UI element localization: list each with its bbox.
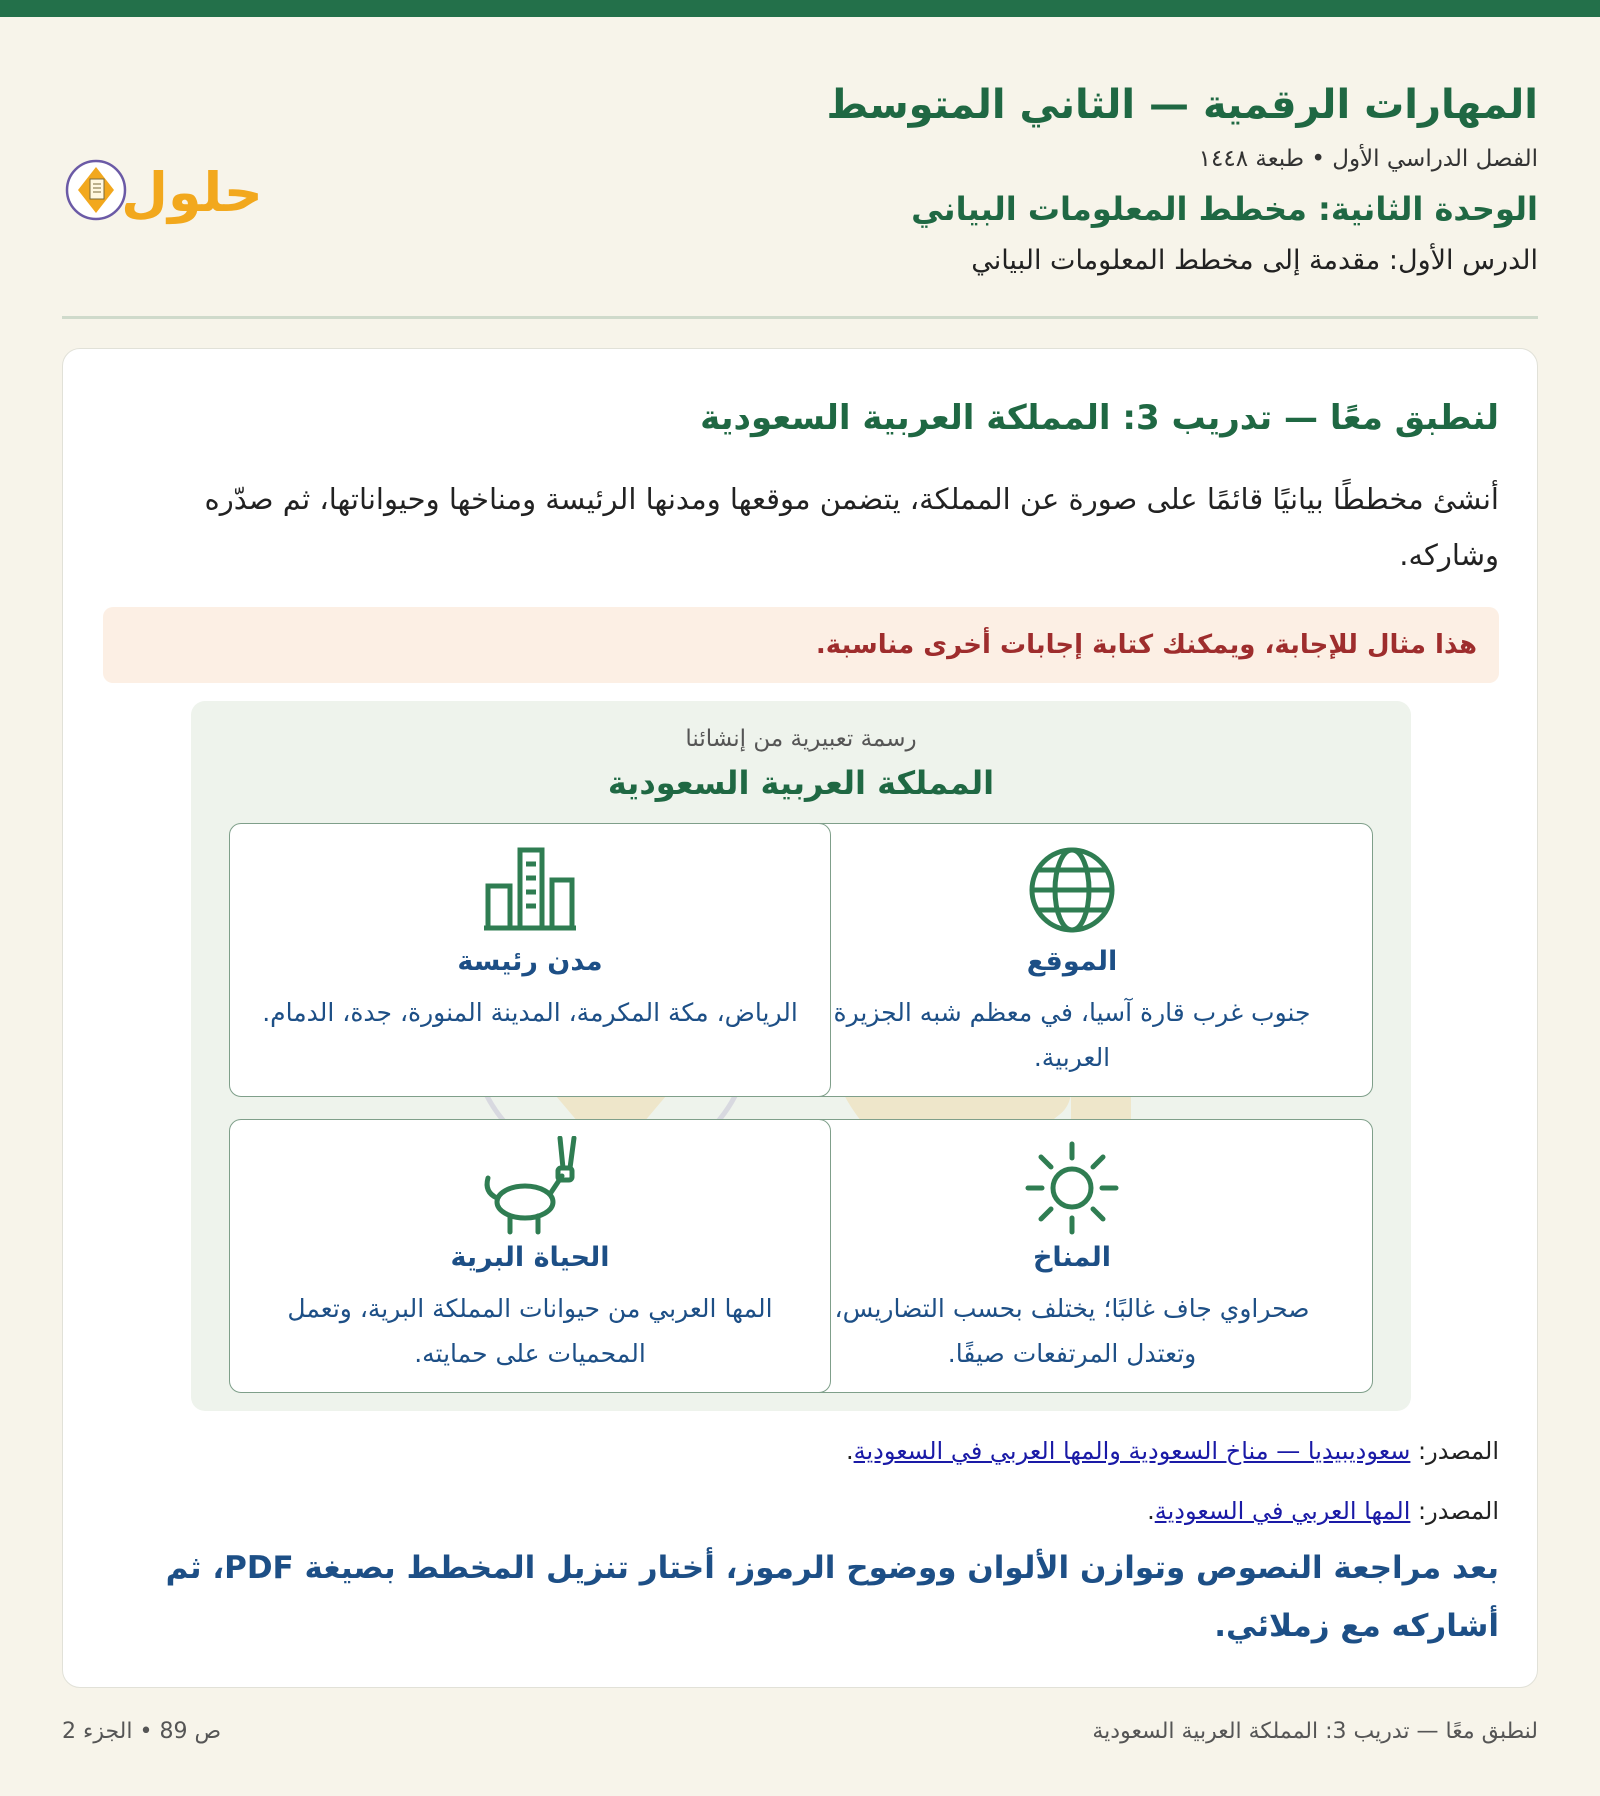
header-text (438, 77, 1538, 281)
header-divider (62, 316, 1538, 319)
unit-title: الوحدة الثانية: مخطط المعلومات البياني (911, 190, 1538, 228)
tile-climate-label: المناخ (1032, 1242, 1112, 1273)
tile-location-text: جنوب غرب قارة آسيا، في معظم شبه الجزيرة العربية. (833, 998, 1311, 1072)
svg-text:حلول: حلول (121, 161, 263, 224)
page-header (62, 17, 1538, 317)
answer-note-text: هذا مثال للإجابة، ويمكنك كتابة إجابات أخرى مناسبة. (815, 630, 1477, 660)
globe-icon (1022, 840, 1122, 940)
infographic-title: المملكة العربية السعودية (607, 764, 995, 802)
tile-wildlife-label: الحياة البرية (450, 1242, 610, 1273)
oryx-icon (480, 1136, 580, 1236)
tile-location (771, 823, 1373, 1097)
footer-exercise-title: لنطبق معًا — تدريب 3: المملكة العربية السعودية (1092, 1719, 1538, 1744)
source-1-link[interactable]: سعوديبيديا — مناخ السعودية والمها العربي في السعودية (853, 1437, 1411, 1465)
exercise-card (62, 348, 1538, 1688)
infographic-caption: رسمة تعبيرية من إنشائنا (685, 726, 917, 752)
city-buildings-icon (480, 840, 580, 940)
footer-page-number: ص 89 • الجزء 2 (62, 1719, 222, 1744)
book-title: المهارات الرقمية — الثاني المتوسط (826, 82, 1538, 128)
tile-location-label: الموقع (1026, 946, 1118, 977)
source-line-2 (103, 1493, 1499, 1529)
source-2-prefix: المصدر: (1410, 1497, 1499, 1525)
lesson-title: الدرس الأول: مقدمة إلى مخطط المعلومات البياني (971, 245, 1538, 276)
top-accent-bar (0, 0, 1600, 17)
hulul-logo (62, 145, 282, 235)
tile-climate (771, 1119, 1373, 1393)
source-2-suffix: . (1147, 1497, 1155, 1525)
exercise-instruction: أنشئ مخططًا بيانيًا قائمًا على صورة عن المملكة، يتضمن موقعها ومدنها الرئيسة ومناخها وحيواناتها، ثم صدّره وشاركه. (204, 482, 1499, 572)
source-line-1 (103, 1433, 1499, 1469)
answer-note-box (103, 607, 1499, 683)
tile-cities-text: الرياض، مكة المكرمة، المدينة المنورة، جدة، الدمام. (262, 998, 798, 1027)
source-1-suffix: . (845, 1437, 854, 1465)
tile-cities (229, 823, 831, 1097)
source-1-prefix: المصدر: (1410, 1437, 1499, 1465)
page (62, 17, 1538, 1796)
final-note: بعد مراجعة النصوص وتوازن الألوان ووضوح الرموز، أختار تنزيل المخطط بصيغة PDF، ثم أشاركه مع زملائي. (165, 1550, 1499, 1644)
tile-climate-text: صحراوي جاف غالبًا؛ يختلف بحسب التضاريس، وتعتدل المرتفعات صيفًا. (834, 1294, 1310, 1368)
semester-edition: الفصل الدراسي الأول • طبعة ١٤٤٨ (1198, 146, 1538, 172)
tile-wildlife-text: المها العربي من حيوانات المملكة البرية، وتعمل المحميات على حمايته. (287, 1294, 773, 1368)
sun-icon (1022, 1136, 1122, 1236)
exercise-title: لنطبق معًا — تدريب 3: المملكة العربية السعودية (700, 398, 1499, 438)
infographic (191, 701, 1411, 1411)
tile-cities-label: مدن رئيسة (457, 946, 603, 977)
source-2-link[interactable]: المها العربي في السعودية (1154, 1497, 1411, 1525)
tile-wildlife (229, 1119, 831, 1393)
